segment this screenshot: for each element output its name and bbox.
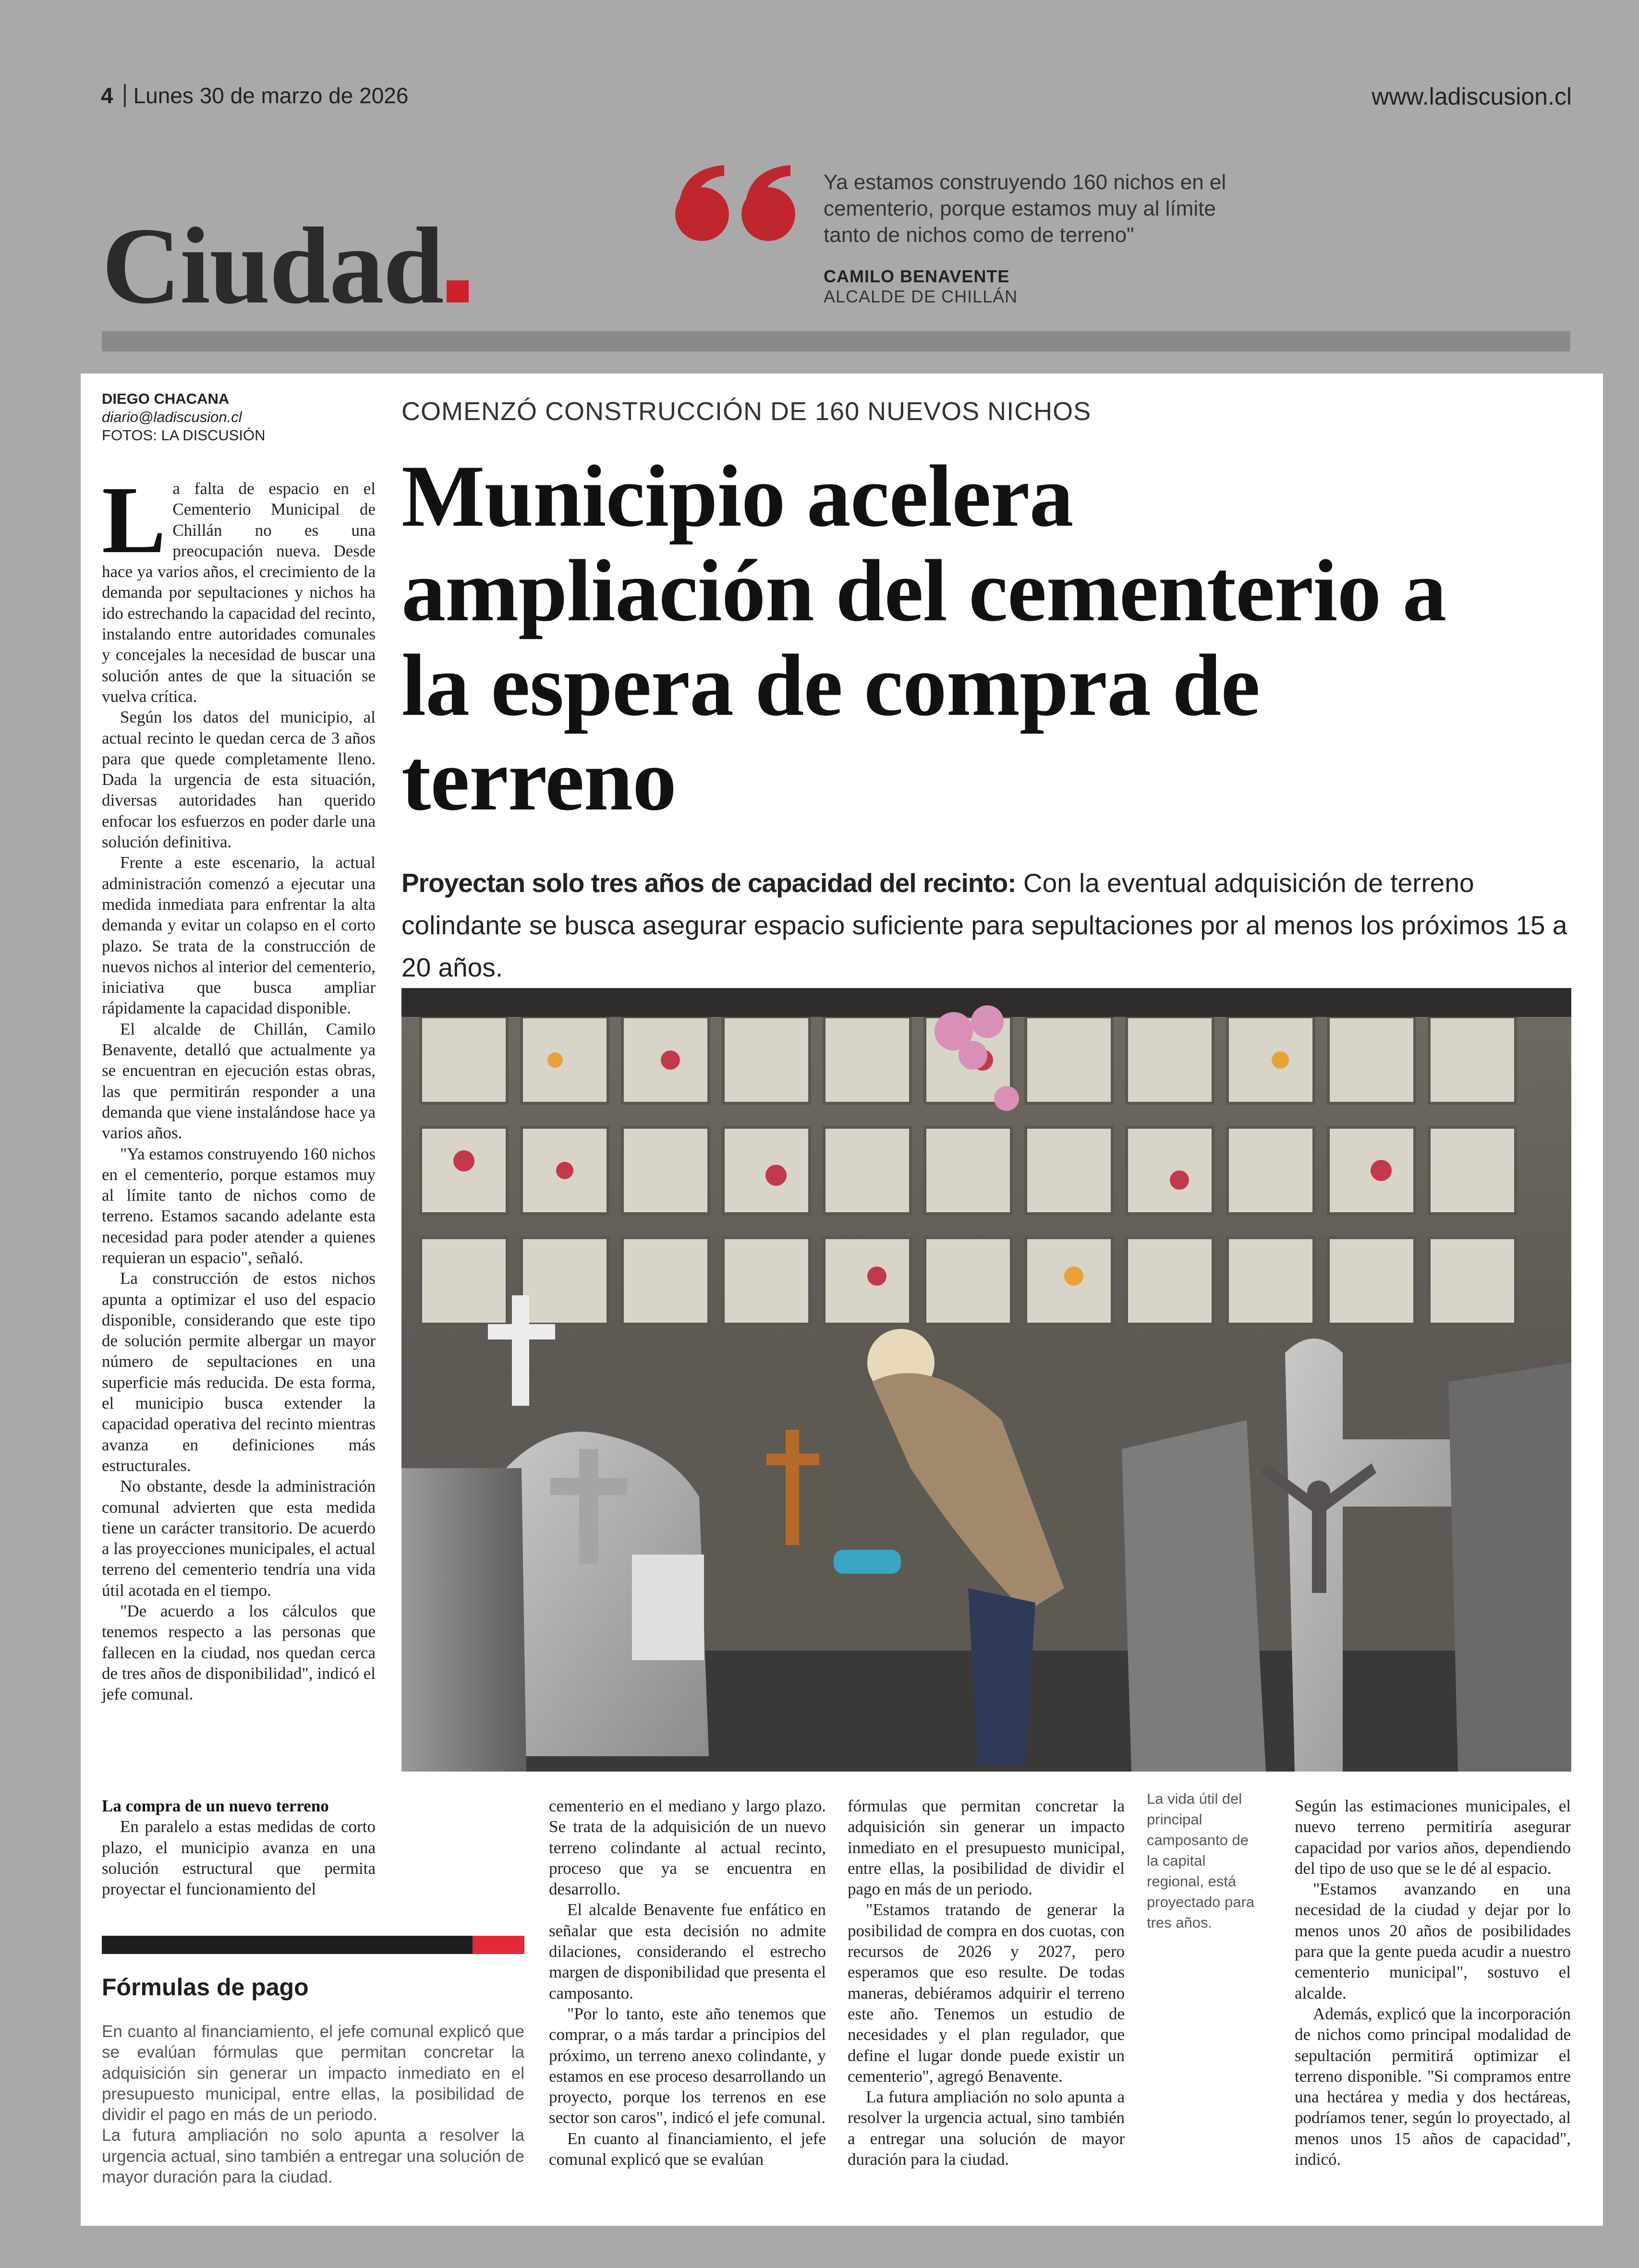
author-email[interactable]: diario@ladiscusion.cl xyxy=(102,409,242,425)
pull-quote-text: Ya estamos construyendo 160 nichos en el cementerio, porque estamos muy al límite tanto de nichos como de terreno" xyxy=(824,170,1226,247)
author-name: DIEGO CHACANA xyxy=(102,390,230,407)
section-title-text: Ciudad xyxy=(102,205,443,326)
sidebar-paragraph: La futura ampliación no solo apunta a resolver la urgencia actual, sino también a entregar una solución de mayor duración para la ciudad. xyxy=(102,2126,524,2187)
section-dot xyxy=(447,280,469,302)
article-deck xyxy=(401,862,1573,989)
article-subhead: La compra de un nuevo terreno xyxy=(102,1797,329,1815)
paragraph: Frente a este escenario, la actual administración comenzó a ejecutar una medida inmediata para enfrentar la alta demanda y evitar un colapso en el corto plazo. Se trata de la construcción de nuevos nichos al interior del cementerio, iniciativa que busca ampliar rápidamente la capacidad disponible. xyxy=(102,853,376,1018)
article-column-4 xyxy=(1295,1796,1571,2170)
paragraph: El alcalde Benavente fue enfático en señalar que esta decisión no admite dilaciones, considerando el estrecho margen de disponibilidad que presenta el camposanto. xyxy=(549,1900,826,2003)
sidebar-box-title: Fórmulas de pago xyxy=(102,1974,309,2001)
website-url[interactable]: www.ladiscusion.cl xyxy=(1372,83,1572,110)
article-column-3 xyxy=(848,1796,1125,2170)
byline xyxy=(102,390,266,445)
photo-caption: La vida útil del principal camposanto de la capital regional, está proyectado para tres años. xyxy=(1147,1790,1255,1931)
deck-lead: Proyectan solo tres años de capacidad del recinto: xyxy=(401,868,1016,898)
sidebar-box-body xyxy=(102,2021,524,2187)
issue-date: Lunes 30 de marzo de 2026 xyxy=(133,83,409,108)
paragraph: a falta de espacio en el Cementerio Municipal de Chillán no es una preocupación nueva. Desde hace ya varios años, el crecimiento de la demanda por sepultaciones y nichos ha ido estrechando la capacidad del recinto, instalando entre autoridades comunales y concejales la necesidad de buscar una solución antes de que la situación se vuelva crítica. xyxy=(102,479,376,706)
article-headline: Municipio acelera ampliación del cementerio a la espera de compra de terreno xyxy=(401,447,1446,829)
article-kicker: COMENZÓ CONSTRUCCIÓN DE 160 NUEVOS NICHOS xyxy=(401,397,1092,426)
paragraph: "Estamos avanzando en una necesidad de la ciudad y dejar por lo menos unos 20 años de posibilidades para que la gente pueda acudir a nuestro cementerio municipal", sostuvo el alcalde. xyxy=(1295,1880,1571,2003)
sidebar-box-bar xyxy=(102,1936,524,1954)
paragraph: La futura ampliación no solo apunta a resolver la urgencia actual, sino también a entregar una solución de mayor duración para la ciudad. xyxy=(848,2087,1125,2169)
paragraph: Según los datos del municipio, al actual recinto le quedan cerca de 3 años para que quede completamente lleno. Dada la urgencia de esta situación, diversas autoridades han querido enfocar los esfuerzos en poder darle una solución definitiva. xyxy=(102,708,376,852)
paragraph: "Estamos tratando de generar la posibilidad de compra en dos cuotas, con recursos de 2026 y 2027, pero esperamos que eso resulte. De todas maneras, debiéramos adquirir el terreno este año. Tenemos un estudio de necesidades y el plan regulador, que define el lugar donde puede existir un cementerio", agregó Benavente. xyxy=(848,1900,1125,2086)
paragraph: "Ya estamos construyendo 160 nichos en el cementerio, porque estamos muy al límite tanto de nichos como de terreno. Estamos sacando adelante esta necesidad para poder atender a quienes requieran un espacio", señaló. xyxy=(102,1144,376,1267)
section-title xyxy=(102,205,469,326)
article-photo xyxy=(401,988,1571,1772)
pull-quote-name: CAMILO BENAVENTE xyxy=(824,266,1010,286)
quote-mark-icon xyxy=(672,163,802,245)
photo-credit: FOTOS: LA DISCUSIÓN xyxy=(102,427,266,444)
article-column-2 xyxy=(549,1796,826,2170)
header-rule xyxy=(102,331,1570,351)
paragraph: cementerio en el mediano y largo plazo. Se trata de la adquisición de un nuevo terreno colindante al actual recinto, proceso que ya se encuentra en desarrollo. xyxy=(549,1797,826,1899)
sidebar-box-accent xyxy=(473,1936,524,1954)
paragraph: El alcalde de Chillán, Camilo Benavente, detalló que actualmente ya se encuentran en ejecución estas obras, las que permitirán responder a una demanda que viene instalándose hace ya varios años. xyxy=(102,1019,376,1143)
paragraph: Según las estimaciones municipales, el nuevo terreno permitiría asegurar capacidad por varios años, dependiendo del tipo de uso que se le dé al espacio. xyxy=(1295,1797,1571,1878)
page-number: 4 xyxy=(101,83,113,108)
paragraph: No obstante, desde la administración comunal advierten que esta medida tiene un carácter transitorio. De acuerdo a las proyecciones municipales, el actual terreno del cementerio tendría una vida útil acotada en el tiempo. xyxy=(102,1477,376,1600)
sidebar-paragraph: En cuanto al financiamiento, el jefe comunal explicó que se evalúan fórmulas que permitan concretar la adquisición sin generar un impacto inmediato en el presupuesto municipal, entre ellas, la posibilidad de dividir el pago en más de un periodo. xyxy=(102,2022,524,2124)
folio-separator xyxy=(124,84,126,107)
paragraph: Además, explicó que la incorporación de nichos como principal modalidad de sepultación permitirá optimizar el terreno disponible. "Si compramos entre una hectárea y media y dos hectáreas, podríamos tener, según lo proyectado, al menos unos 15 años de capacidad", indicó. xyxy=(1295,2004,1571,2169)
paragraph: En cuanto al financiamiento, el jefe comunal explicó que se evalúan xyxy=(549,2129,826,2169)
deck-text: Con la eventual adquisición de terreno colindante se busca asegurar espacio suficiente para sepultaciones por al menos los próximos 15 a 20 años. xyxy=(401,868,1567,982)
article-column-1-bottom xyxy=(102,1796,376,1899)
paragraph: fórmulas que permitan concretar la adquisición sin generar un impacto inmediato en el presupuesto municipal, entre ellas, la posibilidad de dividir el pago en más de un periodo. xyxy=(848,1797,1125,1899)
paragraph: "Por lo tanto, este año tenemos que comprar, o a más tardar a principios del próximo, un terreno anexo colindante, y estamos en ese proceso desarrollando un proyecto, porque los terrenos en ese sector son caros", indicó el jefe comunal. xyxy=(549,2004,826,2127)
article-column-1 xyxy=(102,467,376,1705)
paragraph: "De acuerdo a los cálculos que tenemos respecto a las personas que fallecen en la ciudad, nos quedan cerca de tres años de disponibilidad", indicó el jefe comunal. xyxy=(102,1602,376,1704)
pull-quote-role: ALCALDE DE CHILLÁN xyxy=(824,287,1018,306)
paragraph: En paralelo a estas medidas de corto plazo, el municipio avanza en una solución estructural que permita proyectar el funcionamiento del xyxy=(102,1817,376,1899)
drop-cap: L xyxy=(102,467,166,573)
page-folio xyxy=(101,83,408,109)
paragraph: La construcción de estos nichos apunta a optimizar el uso del espacio disponible, considerando que este tipo de solución permite albergar un mayor número de sepultaciones en una superficie más reducida. De esta forma, el municipio busca extender la capacidad operativa del recinto mientras avanza en definiciones más estructurales. xyxy=(102,1269,376,1475)
